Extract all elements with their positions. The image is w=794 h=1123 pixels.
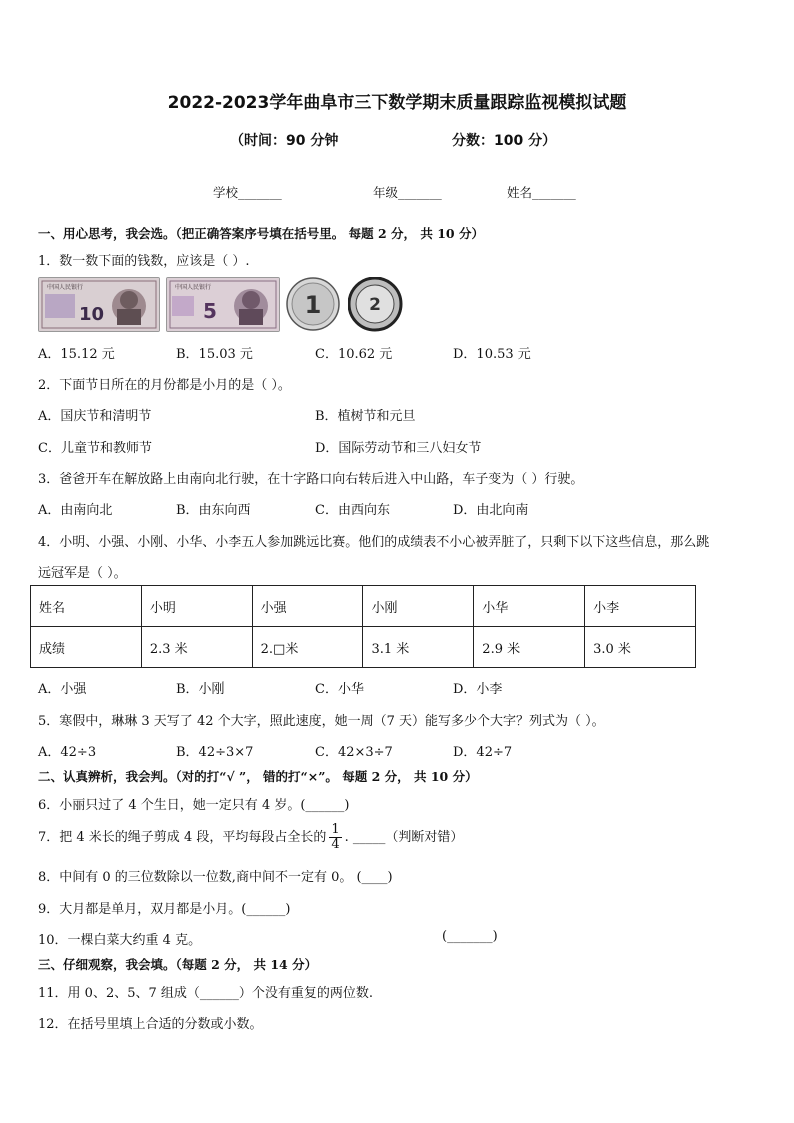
note10-value: 10 xyxy=(79,304,105,325)
table-cell: 小强 xyxy=(252,586,363,627)
q4-text-line1: 4．小明、小强、小刚、小华、小李五人参加跳远比赛。他们的成绩表不小心被弄脏了，只剩下以下这些信息，那么跳 xyxy=(38,535,710,550)
q10-answer-blank[interactable]: (_______) xyxy=(442,929,498,944)
q2-option-a[interactable]: A．国庆节和清明节 xyxy=(38,409,152,424)
q7-text-post: . _____（判断对错） xyxy=(344,830,464,845)
q11-text: 11．用 0、2、5、7 组成（______）个没有重复的两位数. xyxy=(38,986,374,1001)
q1-option-d[interactable]: D．10.53 元 xyxy=(453,347,531,362)
q4-option-a[interactable]: A．小强 xyxy=(38,682,87,697)
q8-text: 8．中间有 0 的三位数除以一位数,商中间不一定有 0。 (____) xyxy=(38,870,393,885)
table-cell: 2.9 米 xyxy=(474,627,585,668)
q3-option-b[interactable]: B．由东向西 xyxy=(176,503,251,518)
exam-title: 2022-2023学年曲阜市三下数学期末质量跟踪监视模拟试题 xyxy=(167,93,627,113)
fraction-numerator: 1 xyxy=(331,822,340,837)
q1-option-b[interactable]: B．15.03 元 xyxy=(176,347,253,362)
q3-option-a[interactable]: A．由南向北 xyxy=(38,503,113,518)
section1-heading: 一、用心思考，我会选。（把正确答案序号填在括号里。 每题 2 分， 共 10 分） xyxy=(38,226,484,241)
q1-option-c[interactable]: C．10.62 元 xyxy=(315,347,393,362)
two-fen-coin-image xyxy=(348,277,403,330)
table-cell: 成绩 xyxy=(31,627,142,668)
fraction-denominator: 4 xyxy=(331,837,340,852)
q12-text: 12．在括号里填上合适的分数或小数。 xyxy=(38,1017,263,1032)
table-cell: 3.1 米 xyxy=(363,627,474,668)
ten-yuan-note-image xyxy=(38,277,160,332)
exam-time: （时间：90 分钟 xyxy=(230,133,339,149)
table-cell: 小刚 xyxy=(363,586,474,627)
coin2-value: 2 xyxy=(369,295,381,315)
one-yuan-coin-image xyxy=(286,277,341,330)
q5-option-d[interactable]: D．42÷7 xyxy=(453,745,513,760)
table-cell: 2.□米 xyxy=(252,627,363,668)
section3-heading: 三、仔细观察，我会填。（每题 2 分， 共 14 分） xyxy=(38,957,318,972)
note10-bank-name: 中国人民银行 xyxy=(47,284,84,291)
table-cell: 小明 xyxy=(141,586,252,627)
section2-heading: 二、认真辨析，我会判。（对的打“√ ”， 错的打“×”。 每题 2 分， 共 10 分） xyxy=(38,769,478,784)
q6-text: 6．小丽只过了 4 个生日，她一定只有 4 岁。(______) xyxy=(38,798,350,813)
school-field[interactable]: 学校_______ xyxy=(213,185,282,200)
q2-option-b[interactable]: B．植树节和元旦 xyxy=(315,409,416,424)
note5-value: 5 xyxy=(203,299,217,323)
q4-option-c[interactable]: C．小华 xyxy=(315,682,364,697)
q5-text: 5．寒假中，琳琳 3 天写了 42 个大字，照此速度，她一周（7 天）能写多少个大字？列式为（ ）。 xyxy=(38,714,605,729)
note5-bank-name: 中国人民银行 xyxy=(175,284,212,291)
coin1-value: 1 xyxy=(304,291,322,319)
grade-field[interactable]: 年级_______ xyxy=(373,185,442,200)
q4-score-table xyxy=(30,585,696,668)
table-row xyxy=(31,586,696,627)
q5-option-a[interactable]: A．42÷3 xyxy=(38,745,97,760)
table-row xyxy=(31,627,696,668)
q10-text: 10．一棵白菜大约重 4 克。 xyxy=(38,933,202,948)
one-quarter-fraction xyxy=(329,823,341,852)
five-yuan-note-image xyxy=(166,277,280,332)
exam-score: 分数：100 分） xyxy=(452,133,557,149)
table-cell: 小李 xyxy=(585,586,696,627)
q5-option-b[interactable]: B．42÷3×7 xyxy=(176,745,254,760)
table-cell: 2.3 米 xyxy=(141,627,252,668)
name-field[interactable]: 姓名_______ xyxy=(507,185,576,200)
q7-text-pre: 7．把 4 米长的绳子剪成 4 段，平均每段占全长的 xyxy=(38,830,327,845)
q9-text: 9．大月都是单月，双月都是小月。(______) xyxy=(38,902,291,917)
q2-option-c[interactable]: C．儿童节和教师节 xyxy=(38,441,152,456)
q7-text xyxy=(38,821,463,855)
q4-text-line2: 远冠军是（ ）。 xyxy=(38,566,127,581)
q4-option-d[interactable]: D．小李 xyxy=(453,682,503,697)
q1-text: 1．数一数下面的钱数，应该是（ ）. xyxy=(38,254,250,269)
q4-option-b[interactable]: B．小刚 xyxy=(176,682,225,697)
q2-text: 2．下面节日所在的月份都是小月的是（ ）。 xyxy=(38,378,291,393)
q5-option-c[interactable]: C．42×3÷7 xyxy=(315,745,393,760)
q3-option-c[interactable]: C．由西向东 xyxy=(315,503,390,518)
table-cell: 3.0 米 xyxy=(585,627,696,668)
table-cell: 小华 xyxy=(474,586,585,627)
q1-option-a[interactable]: A．15.12 元 xyxy=(38,347,115,362)
q3-option-d[interactable]: D．由北向南 xyxy=(453,503,529,518)
q2-option-d[interactable]: D．国际劳动节和三八妇女节 xyxy=(315,441,482,456)
table-cell: 姓名 xyxy=(31,586,142,627)
q3-text: 3．爸爸开车在解放路上由南向北行驶，在十字路口向右转后进入中山路，车子变为（ ）行驶。 xyxy=(38,472,584,487)
